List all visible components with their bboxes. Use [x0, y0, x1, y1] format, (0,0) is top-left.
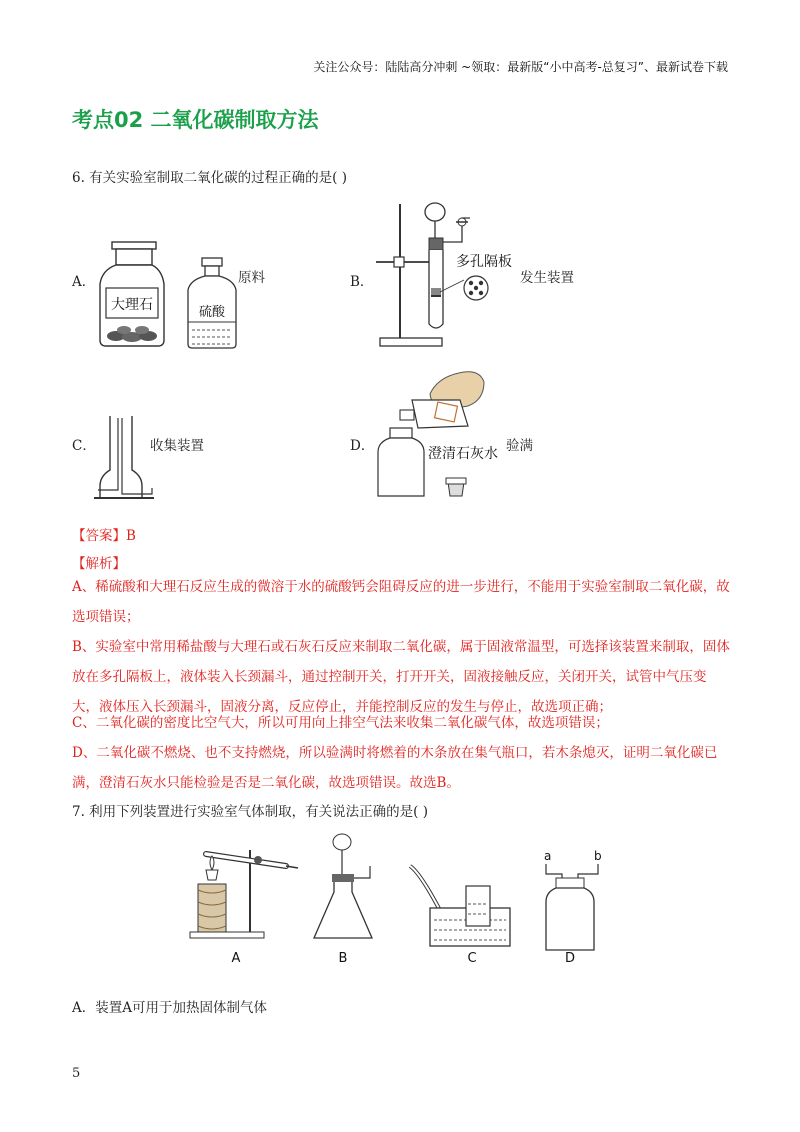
label-a: A [231, 951, 241, 966]
label-c: C [467, 951, 477, 966]
analysis-a: A、稀硫酸和大理石反应生成的微溶于水的硫酸钙会阻碍反应的进一步进行，不能用于实验室制取二氧化碳，故选项错误； [72, 579, 730, 625]
analysis-b: B、实验室中常用稀盐酸与大理石或石灰石反应来制取二氧化碳，属于固液常温型，可选择该装置来制取，固体放在多孔隔板上，液体装入长颈漏斗，通过控制开关，打开开关，固液接触反应，关闭开关，试管中气压变大，液体压入长颈漏斗，固液分离，反应停止，并能控制反应的发生与停止，故选项正确； [72, 639, 730, 715]
q6-analysis-title: 【解析】 [72, 556, 126, 572]
q7-option-a: A．装置A可用于加热固体制气体 [72, 1000, 267, 1016]
port-b-label: b [594, 849, 602, 863]
page-number: 5 [72, 1066, 81, 1081]
question-6-stem: 6. 有关实验室制取二氧化碳的过程正确的是( ) [72, 170, 347, 186]
apparatus-b [314, 834, 372, 966]
label-b: B [338, 951, 348, 966]
option-d-caption: 验满 [506, 438, 533, 454]
marble-label: 大理石 [111, 297, 153, 313]
option-d-letter: D． [350, 438, 375, 454]
option-c-letter: C． [72, 438, 96, 454]
port-a-label: a [544, 849, 552, 863]
analysis-d: D、二氧化碳不燃烧、也不支持燃烧，所以验满时将燃着的木条放在集气瓶口，若木条熄灭，证明二氧化碳已满，澄清石灰水只能检验是否是二氧化碳，故选项错误。故选B。 [72, 745, 718, 791]
option-c-caption: 收集装置 [150, 438, 204, 454]
option-b-letter: B． [350, 274, 374, 290]
option-b-caption: 发生装置 [520, 270, 574, 286]
q6-answer: 【答案】B [72, 528, 136, 544]
question-7-stem: 7. 利用下列装置进行实验室气体制取，有关说法正确的是( ) [72, 804, 428, 820]
page-header: 关注公众号：陆陆高分冲刺 ~领取：最新版“小中高考-总复习”、最新试卷下载 [313, 60, 728, 74]
q7-apparatus-figure [186, 830, 606, 970]
apparatus-a [190, 850, 298, 966]
label-d: D [564, 951, 576, 966]
porous-plate-label: 多孔隔板 [456, 254, 512, 270]
section-title: 考点02 二氧化碳制取方法 [72, 108, 319, 132]
sulfuric-acid-label: 硫酸 [198, 305, 226, 320]
analysis-c: C、二氧化碳的密度比空气大，所以可用向上排空气法来收集二氧化碳气体，故选项错误； [72, 715, 609, 731]
apparatus-d [544, 849, 602, 966]
reagent-bottles-figure [96, 240, 246, 352]
fullness-test-figure [372, 370, 508, 502]
option-a-caption: 原料 [238, 270, 265, 286]
generation-apparatus-figure [370, 196, 520, 352]
collection-apparatus-figure [94, 414, 154, 502]
option-a-letter: A． [72, 274, 96, 290]
apparatus-c [410, 866, 510, 966]
limewater-label: 澄清石灰水 [428, 446, 498, 462]
